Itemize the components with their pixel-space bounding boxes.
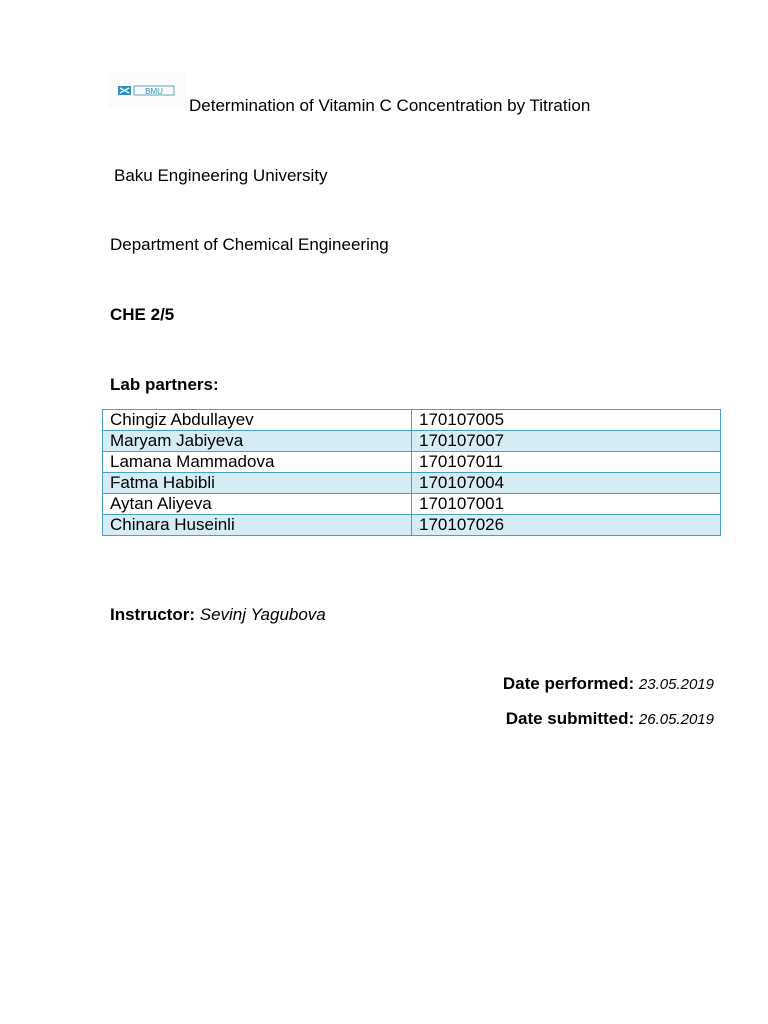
logo-text: BMU <box>145 87 163 96</box>
partner-name: Aytan Aliyeva <box>103 494 412 515</box>
course-code: CHE 2/5 <box>110 305 175 324</box>
partner-id: 170107005 <box>412 410 721 431</box>
table-row <box>103 515 721 536</box>
partner-id: 170107001 <box>412 494 721 515</box>
partner-name: Chingiz Abdullayev <box>103 410 412 431</box>
date-submitted-value: 26.05.2019 <box>638 711 714 728</box>
university-name: Baku Engineering University <box>114 166 328 185</box>
partner-id: 170107026 <box>412 515 721 536</box>
date-performed-value: 23.05.2019 <box>638 676 714 693</box>
partner-name: Maryam Jabiyeva <box>103 431 412 452</box>
partner-id: 170107004 <box>412 473 721 494</box>
partner-name: Chinara Huseinli <box>103 515 412 536</box>
table-row <box>103 473 721 494</box>
lab-partners-table <box>102 409 721 536</box>
instructor-name: Sevinj Yagubova <box>199 605 326 624</box>
date-performed-line <box>503 674 714 695</box>
table-row <box>103 431 721 452</box>
table-row <box>103 410 721 431</box>
date-performed-label: Date performed: <box>502 674 635 693</box>
partner-id: 170107007 <box>412 431 721 452</box>
partner-name: Fatma Habibli <box>103 473 412 494</box>
partner-name: Lamana Mammadova <box>103 452 412 473</box>
instructor-label: Instructor: <box>110 605 195 624</box>
department-name: Department of Chemical Engineering <box>110 235 389 254</box>
date-submitted-label: Date submitted: <box>505 709 635 728</box>
partner-id: 170107011 <box>412 452 721 473</box>
instructor-line <box>110 605 326 625</box>
university-logo <box>108 72 186 108</box>
table-row <box>103 452 721 473</box>
report-title: Determination of Vitamin C Concentration by Titration <box>189 96 591 115</box>
date-submitted-line <box>506 709 714 730</box>
lab-partners-label: Lab partners: <box>110 375 219 394</box>
table-row <box>103 494 721 515</box>
